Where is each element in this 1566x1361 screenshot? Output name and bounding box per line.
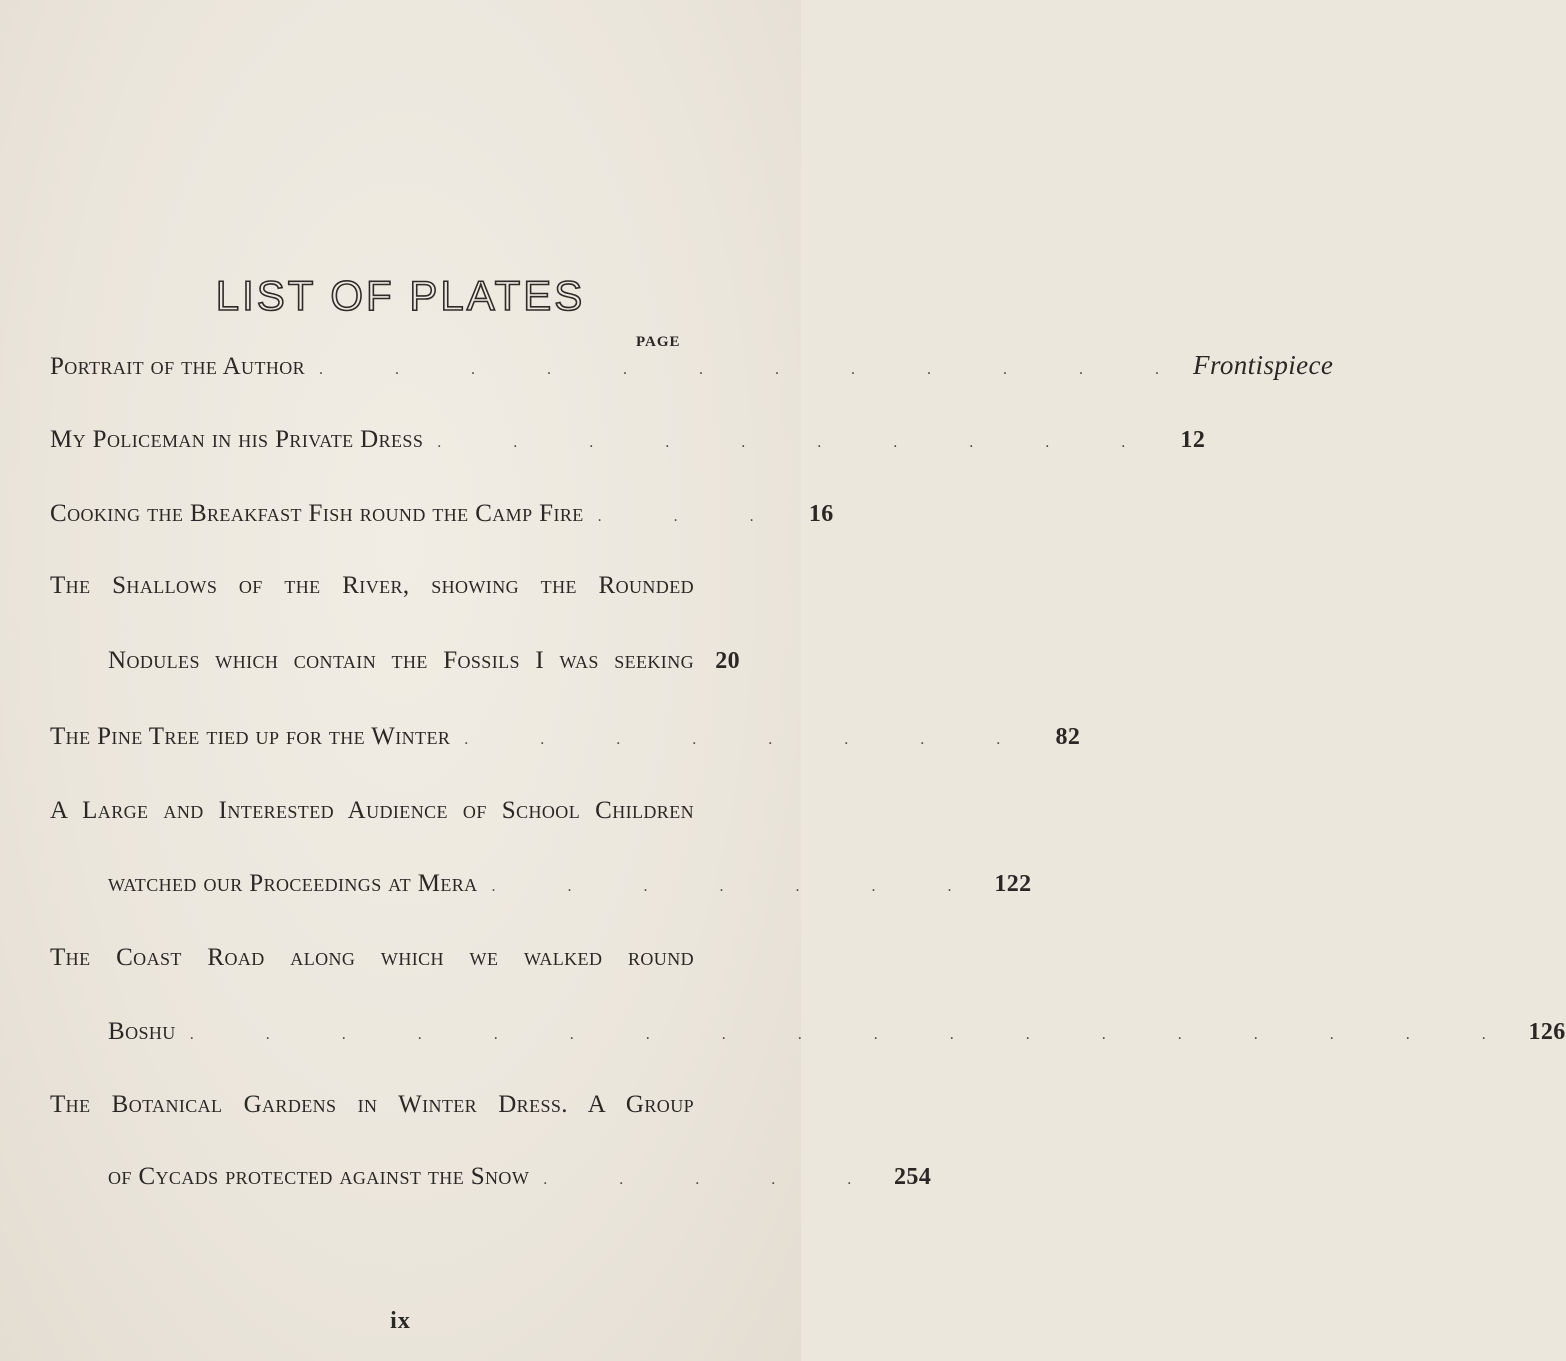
plate-entry-shallows-line1	[50, 572, 740, 600]
dot-leader: . . .	[597, 508, 788, 525]
dot-leader: . . . . . . .	[491, 878, 986, 895]
plate-entry-breakfast-fish	[50, 500, 834, 528]
plate-page: 122	[994, 871, 1032, 897]
plate-entry-coast-road-line2	[108, 1018, 1566, 1046]
page-column-label: PAGE	[636, 334, 681, 350]
plate-entry-audience-line1	[50, 797, 740, 825]
plate-page: 12	[1180, 427, 1206, 453]
plate-entry-audience-line2	[108, 870, 1032, 898]
plate-entry-coast-road-line1	[50, 944, 740, 972]
plate-entry-pine-tree	[50, 723, 1081, 751]
plate-title: The Pine Tree tied up for the Winter	[50, 723, 451, 750]
plate-title: Cooking the Breakfast Fish round the Camp Fire	[50, 500, 584, 527]
plate-title: My Policeman in his Private Dress	[50, 426, 424, 453]
dot-leader: . . . . . . . . . . . .	[319, 361, 1194, 378]
plate-entry-botanical-line1	[50, 1091, 740, 1119]
plate-title: Portrait of the Author	[50, 353, 306, 380]
plate-title-continued: Nodules which contain the Fossils I was seeking	[108, 647, 694, 674]
plate-title: The Coast Road along which we walked round	[50, 944, 694, 971]
dot-leader: . . . . . . . . . . . . . . . . . .	[189, 1026, 1520, 1043]
plate-title-continued: Boshu	[108, 1018, 176, 1045]
plate-page: Frontispiece	[1193, 350, 1334, 380]
dot-leader: . . . . . . . .	[464, 731, 1035, 748]
plate-title-continued: watched our Proceedings at Mera	[108, 870, 478, 897]
plate-entry-portrait	[50, 350, 1334, 381]
plate-entry-shallows-line2	[108, 647, 740, 675]
plate-page: 254	[894, 1164, 932, 1190]
plate-entry-botanical-line2	[108, 1163, 932, 1191]
plate-page: 20	[715, 648, 740, 674]
dot-leader: . . . . . . . . . .	[437, 434, 1160, 451]
plate-title: The Shallows of the River, showing the Rounded	[50, 572, 694, 599]
plate-title: The Botanical Gardens in Winter Dress. A Group	[50, 1091, 694, 1118]
page-title: LIST OF PLATES	[215, 272, 586, 319]
plate-page: 82	[1055, 724, 1081, 750]
page-folio: ix	[390, 1308, 411, 1334]
plate-page: 126	[1528, 1019, 1566, 1045]
plate-title: A Large and Interested Audience of School Children	[50, 797, 694, 824]
plate-title-continued: of Cycads protected against the Snow	[108, 1163, 530, 1190]
dot-leader: . . . . .	[543, 1171, 886, 1188]
plate-page: 16	[808, 501, 834, 527]
plate-entry-policeman	[50, 426, 1206, 454]
